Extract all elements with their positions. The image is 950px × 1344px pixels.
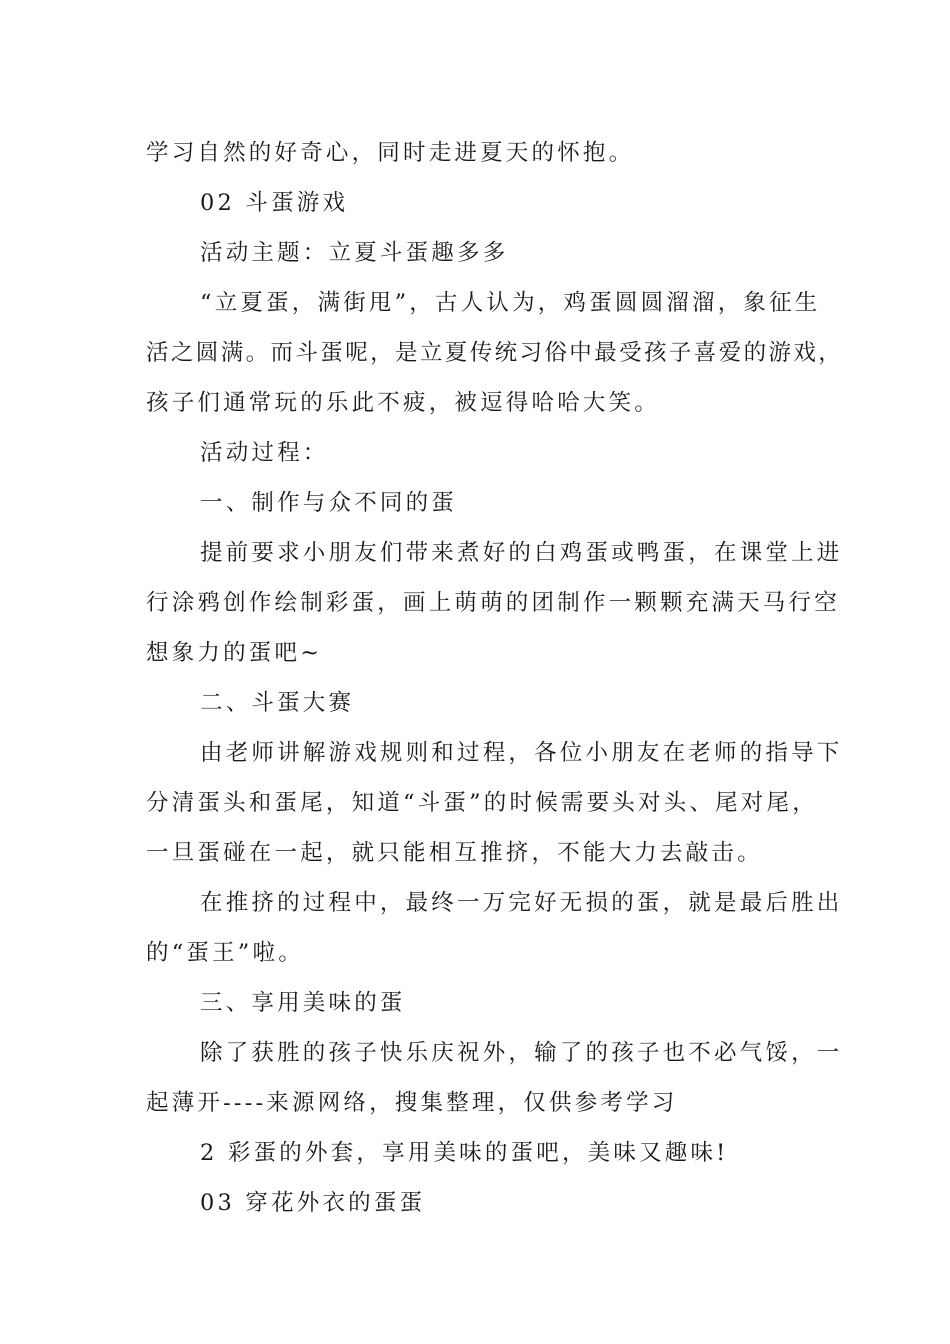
paragraph-line: 2 彩蛋的外套，享用美味的蛋吧，美味又趣味! — [200, 1140, 729, 1166]
paragraph-line: 提前要求小朋友们带来煮好的白鸡蛋或鸭蛋，在课堂上进 — [200, 540, 843, 566]
paragraph-line: 在推挤的过程中，最终一万完好无损的蛋，就是最后胜出 — [200, 890, 843, 916]
paragraph-line: 学习自然的好奇心，同时走进夏天的怀抱。 — [146, 140, 635, 166]
document-body — [146, 128, 844, 1228]
paragraph-line: 除了获胜的孩子快乐庆祝外，输了的孩子也不必气馁，一 — [200, 1040, 843, 1066]
paragraph-line: 孩子们通常玩的乐此不疲，被逗得哈哈大笑。 — [146, 390, 661, 416]
subheading: 一、制作与众不同的蛋 — [200, 490, 458, 516]
paragraph-line: 起薄开----来源网络，搜集整理，仅供参考学习 — [146, 1090, 678, 1116]
paragraph-line: 想象力的蛋吧~ — [146, 640, 323, 666]
activity-theme: 活动主题：立夏斗蛋趣多多 — [200, 240, 509, 266]
section-heading: 03 穿花外衣的蛋蛋 — [200, 1190, 426, 1216]
subheading: 二、斗蛋大赛 — [200, 690, 355, 716]
paragraph-line: “立夏蛋，满街甩”，古人认为，鸡蛋圆圆溜溜，象征生 — [200, 290, 821, 316]
section-heading: 02 斗蛋游戏 — [200, 190, 349, 216]
paragraph-line: 一旦蛋碰在一起，就只能相互推挤，不能大力去敲击。 — [146, 840, 763, 866]
paragraph-line: 由老师讲解游戏规则和过程，各位小朋友在老师的指导下 — [200, 740, 843, 766]
paragraph-line: 的“蛋王”啦。 — [146, 940, 304, 966]
subheading: 活动过程： — [200, 440, 329, 466]
paragraph-line: 行涂鸦创作绘制彩蛋，画上萌萌的团制作一颗颗充满天马行空 — [146, 590, 840, 616]
paragraph-line: 分清蛋头和蛋尾，知道“斗蛋”的时候需要头对头、尾对尾， — [146, 790, 818, 816]
paragraph-line: 活之圆满。而斗蛋呢，是立夏传统习俗中最受孩子喜爱的游戏， — [146, 340, 844, 366]
subheading: 三、享用美味的蛋 — [200, 990, 406, 1016]
